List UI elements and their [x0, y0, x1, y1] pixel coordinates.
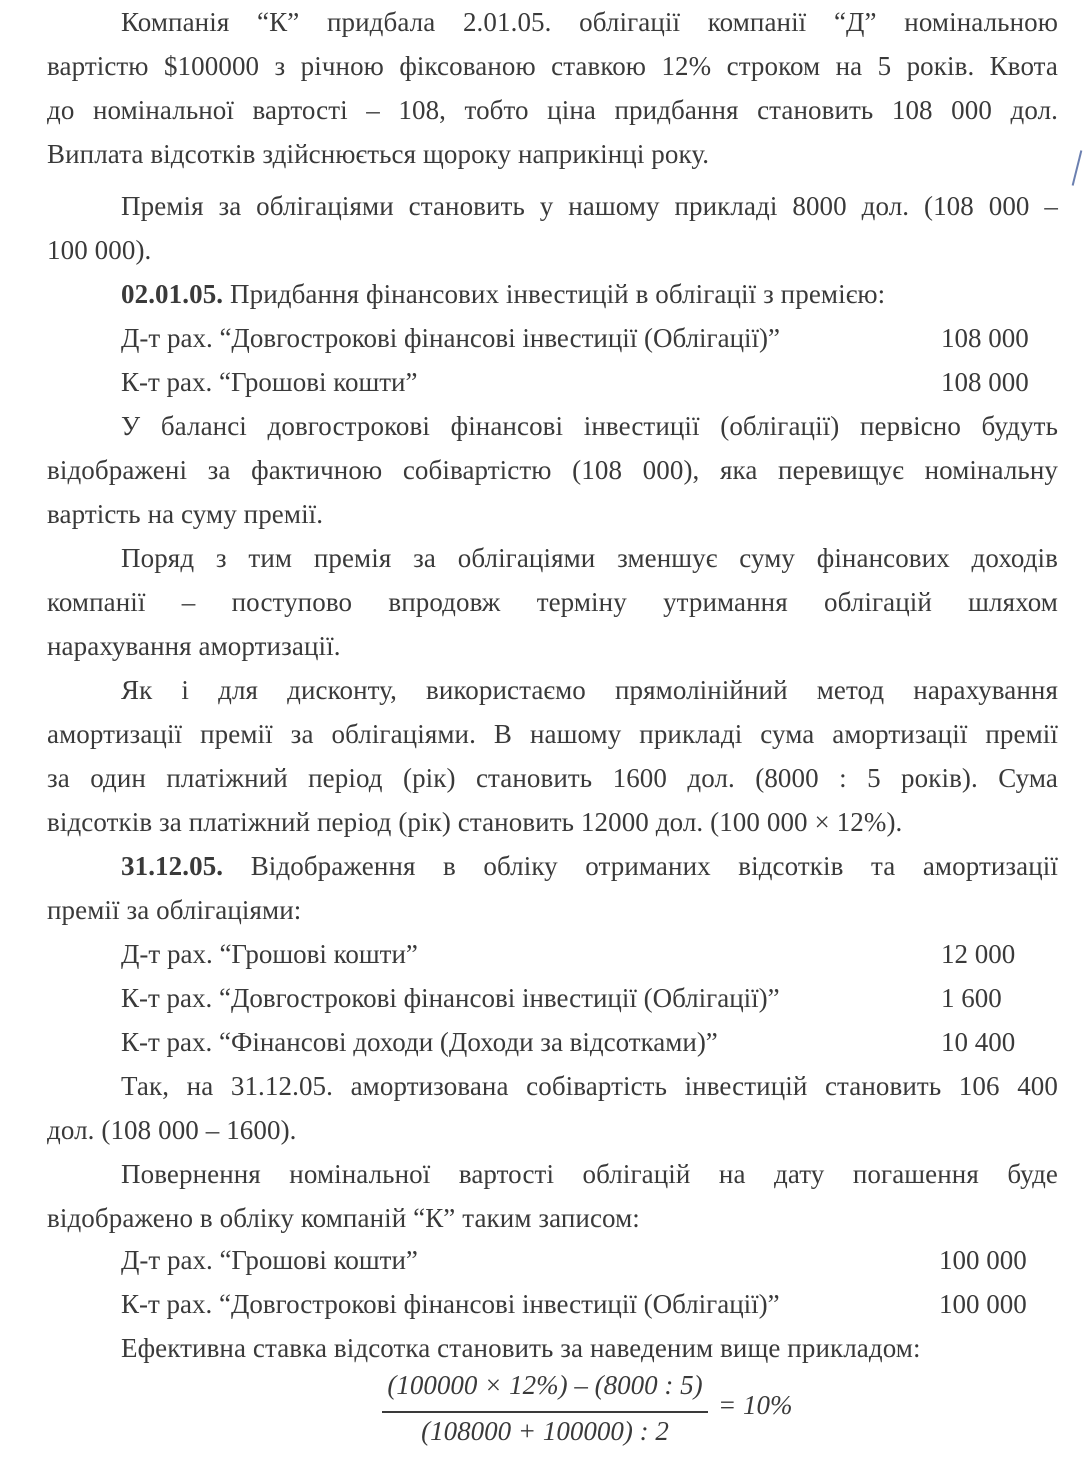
formula-result: = 10%: [718, 1390, 793, 1420]
journal-entry-credit: К-т рах. “Довгострокові фінансові інвестиції (Облігації)”: [121, 983, 780, 1013]
text-line: компанії – поступово впродовж терміну утримання облігацій шляхом: [47, 587, 1058, 617]
paragraph-purchase-terms: [47, 0, 1058, 176]
text-line: Виплата відсотків здійснюється щороку наприкінці року.: [47, 139, 710, 169]
paragraph-interest-heading: [47, 844, 1058, 932]
effective-rate-formula: [380, 1370, 820, 1470]
text-line: 100 000).: [47, 235, 152, 265]
paragraph-repayment: [47, 1152, 1058, 1240]
journal-entry-credit: К-т рах. “Фінансові доходи (Доходи за відсотками)”: [121, 1027, 718, 1057]
entry-date: 02.01.05.: [121, 279, 224, 309]
heading-text: Відображення в обліку отриманих відсотків та амортизації: [223, 851, 1058, 881]
journal-entry-amount: 108 000: [941, 323, 1029, 353]
entry-date: 31.12.05.: [121, 851, 224, 881]
journal-entry-debit: Д-т рах. “Грошові кошти”: [121, 1245, 418, 1275]
journal-entry-amount: 12 000: [941, 939, 1016, 969]
text-line: Поряд з тим премія за облігаціями зменшує суму фінансових доходів: [121, 543, 1058, 573]
text-line: вартість на суму премії.: [47, 499, 324, 529]
journal-entry-amount: 10 400: [941, 1027, 1016, 1057]
text-line: вартістю $100000 з річною фіксованою ставкою 12% строком на 5 років. Квота: [47, 51, 1058, 81]
text-line: Премія за облігаціями становить у нашому прикладі 8000 дол. (108 000 –: [121, 191, 1058, 221]
paragraph-effective-rate: [47, 1326, 1058, 1370]
paragraph-amortization-intro: [47, 536, 1058, 668]
journal-entry-debit: Д-т рах. “Грошові кошти”: [121, 939, 418, 969]
paragraph-premium: [47, 184, 1058, 272]
text-line: Ефективна ставка відсотка становить за наведеним вище прикладом:: [121, 1333, 921, 1363]
text-line: відображені за фактичною собівартістю (108 000), яка перевищує номінальну: [47, 455, 1058, 485]
fraction-bar: [382, 1411, 708, 1413]
text-line: Як і для дисконту, використаємо прямолінійний метод нарахування: [121, 675, 1058, 705]
paragraph-balance: [47, 404, 1058, 536]
text-line: амортизації премії за облігаціями. В нашому прикладі сума амортизації премії: [47, 719, 1058, 749]
text-line: премії за облігаціями:: [47, 895, 302, 925]
text-line: до номінальної вартості – 108, тобто ціна придбання становить 108 000 дол.: [47, 95, 1058, 125]
paragraph-straight-line-method: [47, 668, 1058, 844]
text-line: дол. (108 000 – 1600).: [47, 1115, 297, 1145]
paragraph-amortized-cost: [47, 1064, 1058, 1152]
journal-entry-amount: 100 000: [939, 1289, 1027, 1319]
text-line: Повернення номінальної вартості облігацій на дату погашення буде: [121, 1159, 1058, 1189]
heading-text: Придбання фінансових інвестицій в облігації з премією:: [223, 279, 886, 309]
text-line: Компанія “К” придбала 2.01.05. облігації компанії “Д” номінальною: [121, 7, 1058, 37]
text-line: відображено в обліку компаній “К” таким записом:: [47, 1203, 640, 1233]
text-line: [47, 844, 1058, 888]
journal-entry-credit: К-т рах. “Грошові кошти”: [121, 367, 418, 397]
paragraph-purchase-heading: [47, 272, 1058, 316]
formula-denominator: (108000 + 100000) : 2: [421, 1416, 669, 1446]
formula-numerator: (100000 × 12%) – (8000 : 5): [387, 1370, 703, 1400]
journal-entry-amount: 108 000: [941, 367, 1029, 397]
text-line: відсотків за платіжний період (рік) становить 12000 дол. (100 000 × 12%).: [47, 807, 903, 837]
text-line: У балансі довгострокові фінансові інвестиції (облігації) первісно будуть: [121, 411, 1058, 441]
journal-entry-credit: К-т рах. “Довгострокові фінансові інвестиції (Облігації)”: [121, 1289, 780, 1319]
text-line: нарахування амортизації.: [47, 631, 341, 661]
journal-entry-amount: 100 000: [939, 1245, 1027, 1275]
text-line: [47, 272, 1058, 316]
text-line: за один платіжний період (рік) становить 1600 дол. (8000 : 5 років). Сума: [47, 763, 1058, 793]
journal-entry-debit: Д-т рах. “Довгострокові фінансові інвестиції (Облігації)”: [121, 323, 781, 353]
text-line: Так, на 31.12.05. амортизована собівартість інвестицій становить 106 400: [121, 1071, 1058, 1101]
journal-entry-amount: 1 600: [941, 983, 1002, 1013]
margin-pen-mark: [1072, 150, 1083, 185]
